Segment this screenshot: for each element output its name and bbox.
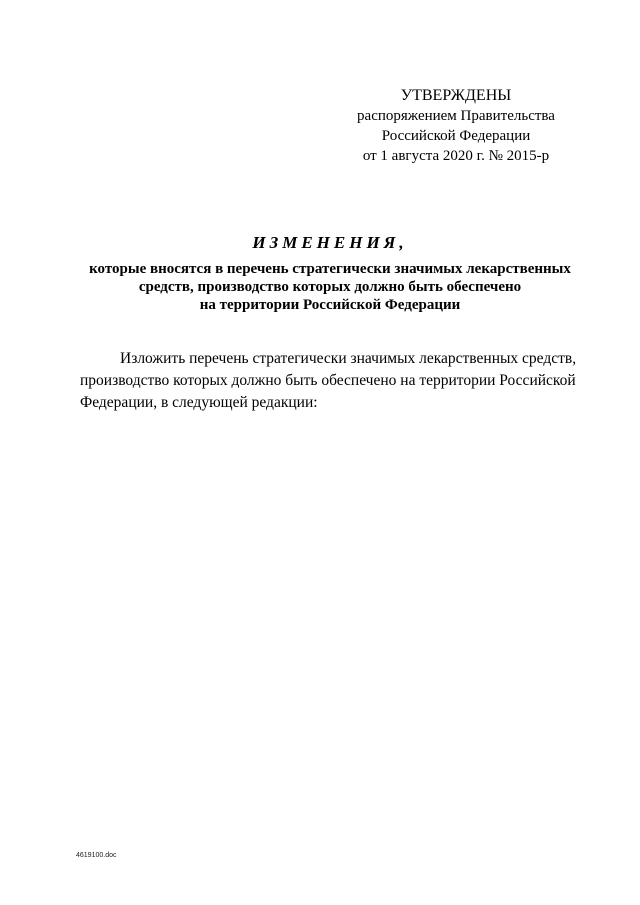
document-subtitle-line-1: которые вносятся в перечень стратегически значимых лекарственных [89, 261, 571, 277]
document-subtitle-line-2: средств, производство которых должно быть обеспечено [138, 279, 522, 295]
approval-line-3: от 1 августа 2020 г. № 2015-р [362, 148, 550, 164]
body-line-1: Изложить перечень стратегически значимых лекарственных средств, [120, 350, 577, 367]
document-title: ИЗМЕНЕНИЯ, [252, 233, 408, 252]
approval-line-2: Российской Федерации [381, 128, 531, 144]
approval-heading: УТВЕРЖДЕНЫ [400, 87, 512, 104]
body-paragraph [80, 348, 580, 414]
approval-stamp [336, 86, 576, 166]
document-subtitle-line-3: на территории Российской Федерации [199, 297, 461, 313]
document-heading [60, 234, 600, 314]
body-line-2: производство которых должно быть обеспечено на территории Российской [80, 372, 576, 389]
body-line-3: Федерации, в следующей редакции: [80, 394, 318, 411]
approval-line-1: распоряжением Правительства [357, 108, 555, 124]
footer-filename: 4619100.doc [76, 852, 117, 859]
